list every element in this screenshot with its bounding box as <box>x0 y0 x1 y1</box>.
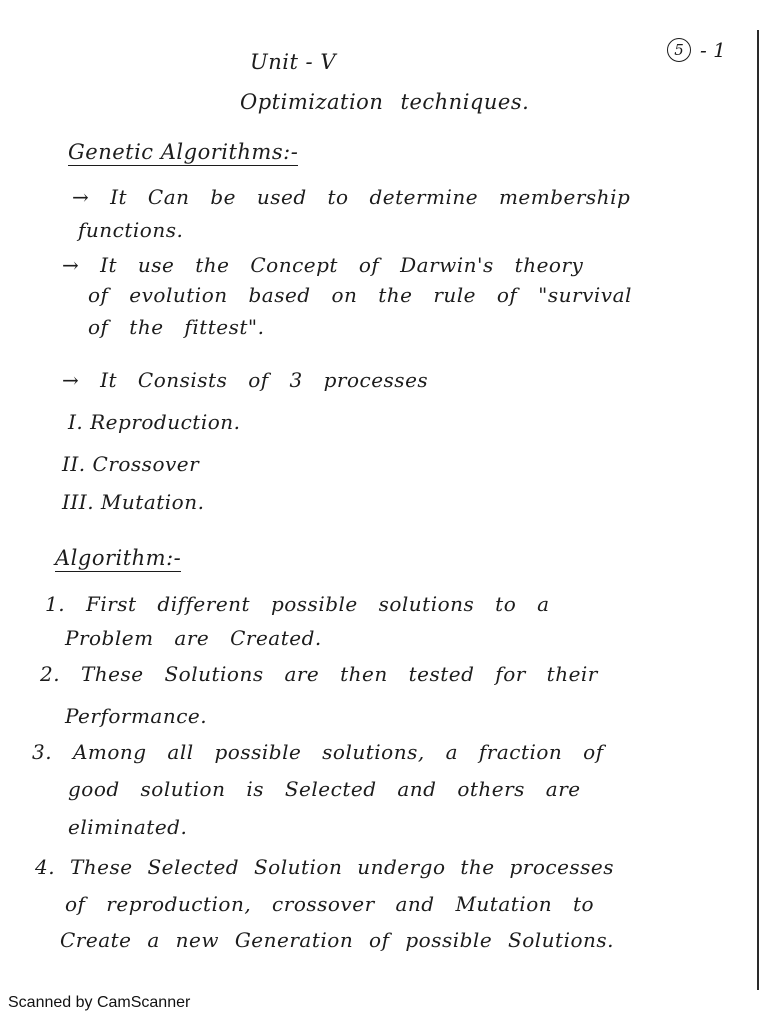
bullet-line: → It Consists of 3 processes <box>62 368 429 392</box>
algorithm-line: Create a new Generation of possible Solutions. <box>60 928 615 952</box>
algorithm-line: 4. These Selected Solution undergo the processes <box>35 855 615 879</box>
page-number-badge: 5 <box>667 38 691 62</box>
unit-heading: Unit - V <box>250 50 336 74</box>
section-heading: Genetic Algorithms:- <box>68 140 299 164</box>
algorithm-line: Performance. <box>65 704 208 728</box>
bullet-line: of the fittest". <box>88 315 265 339</box>
bullet-line: of evolution based on the rule of "survival <box>88 283 632 307</box>
algorithm-line: of reproduction, crossover and Mutation to <box>65 892 595 916</box>
page-title: Optimization techniques. <box>240 90 530 114</box>
page-number-suffix: - 1 <box>700 38 726 62</box>
algorithm-line: 3. Among all possible solutions, a fraction of <box>32 740 604 764</box>
process-item: I. Reproduction. <box>68 410 241 434</box>
process-item: III. Mutation. <box>62 490 205 514</box>
process-item: II. Crossover <box>62 452 200 476</box>
algorithm-line: Problem are Created. <box>65 626 322 650</box>
bullet-line: functions. <box>78 218 184 242</box>
bullet-line: → It Can be used to determine membership <box>72 185 631 209</box>
algorithm-line: 1. First different possible solutions to a <box>45 592 550 616</box>
algorithm-heading: Algorithm:- <box>55 546 182 570</box>
scanner-watermark: Scanned by CamScanner <box>8 994 191 1011</box>
algorithm-line: good solution is Selected and others are <box>68 777 581 801</box>
algorithm-line: eliminated. <box>68 815 188 839</box>
page-edge-line <box>757 30 759 990</box>
bullet-line: → It use the Concept of Darwin's theory <box>62 253 584 277</box>
algorithm-line: 2. These Solutions are then tested for their <box>40 662 598 686</box>
